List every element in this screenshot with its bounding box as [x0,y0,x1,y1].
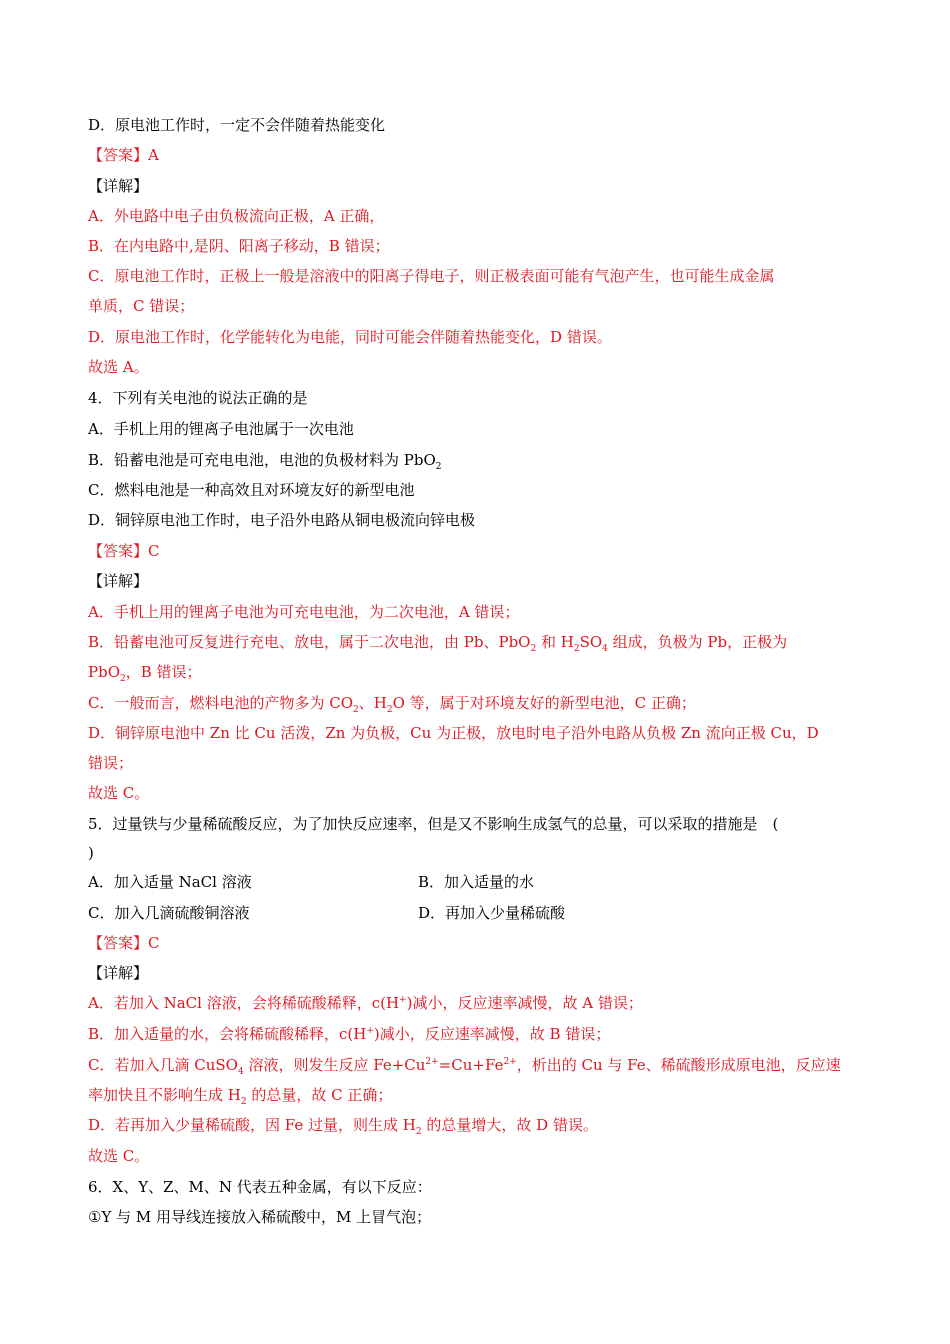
conclusion-q3: 故选 A。 [88,358,149,376]
explanation-q4-c: C．一般而言，燃料电池的产物多为 $CO_2$、$H_2O$ 等，属于对环境友好的新型电池，C 正确； [88,694,696,715]
explanation-label-q3: 【详解】 [88,177,149,195]
option-d-q4: D．铜锌原电池工作时，电子沿外电路从铜电极流向锌电极 [88,511,476,529]
explanation-q4-a: A．手机上用的锂离子电池为可充电电池，为二次电池，A 错误； [88,603,520,621]
explanation-q4-d: D．铜锌原电池中 Zn 比 Cu 活泼，Zn 为负极，Cu 为正极，放电时电子沿外电路从负极 Zn 流向正极 Cu，D [88,724,819,742]
option-d-q5: D．再加入少量稀硫酸 [418,904,566,922]
answer-q4: 【答案】C [88,542,160,560]
explanation-q4-d-cont: 错误； [88,754,134,772]
explanation-q4-b-cont: PbO$_2$，B 错误； [88,663,202,684]
answer-q5: 【答案】C [88,934,160,952]
option-c-q4: C．燃料电池是一种高效且对环境友好的新型电池 [88,481,415,499]
question-6: 6．X、Y、Z、M、N 代表五种金属，有以下反应： [88,1178,432,1196]
option-c-q5: C．加入几滴硫酸铜溶液 [88,904,250,922]
explanation-q3-c: C．原电池工作时，正极上一般是溶液中的阳离子得电子，则正极表面可能有气泡产生，也可能生成金属 [88,267,775,285]
explanation-q3-d: D．原电池工作时，化学能转化为电能，同时可能会伴随着热能变化，D 错误。 [88,328,612,346]
question-6-condition-1: ①Y 与 M 用导线连接放入稀硫酸中，M 上冒气泡； [88,1208,432,1226]
question-4: 4．下列有关电池的说法正确的是 [88,389,308,407]
explanation-q3-c-cont: 单质，C 错误； [88,297,195,315]
explanation-q5-b: B．加入适量的水，会将稀硫酸稀释，c(H+)减小，反应速率减慢，故 B 错误； [88,1025,611,1043]
answer-q3: 【答案】A [88,146,159,164]
explanation-q5-d: D．若再加入少量稀硫酸，因 Fe 过量，则生成 $H_2$ 的总量增大，故 D 错误。 [88,1116,598,1137]
explanation-q4-b: B．铅蓄电池可反复进行充电、放电，属于二次电池，由 Pb、PbO$_2$ 和 $H_2SO_4$ 组成，负极为 Pb，正极为 [88,633,788,654]
explanation-q5-c: C．若加入几滴 CuSO$_4$ 溶液，则发生反应 $Fe+Cu^{2+}=Cu+Fe^{2+}$，析出的 Cu 与 Fe、稀硫酸形成原电池，反应速 [88,1056,841,1077]
option-a-q4: A．手机上用的锂离子电池属于一次电池 [88,420,354,438]
explanation-q5-a: A．若加入 NaCl 溶液，会将稀硫酸稀释，c(H+)减小，反应速率减慢，故 A 错误； [88,994,643,1012]
option-d-q3: D．原电池工作时，一定不会伴随着热能变化 [88,116,386,134]
conclusion-q4: 故选 C。 [88,784,150,802]
explanation-label-q5: 【详解】 [88,964,149,982]
option-b-q4: B．铅蓄电池是可充电电池，电池的负极材料为 PbO$_2$ [88,451,442,472]
question-5: 5．过量铁与少量稀硫酸反应，为了加快反应速率，但是又不影响生成氢气的总量，可以采取的措施是 ( [88,815,779,833]
option-a-q5: A．加入适量 NaCl 溶液 [88,873,252,891]
conclusion-q5: 故选 C。 [88,1147,150,1165]
explanation-q5-c-cont: 率加快且不影响生成 $H_2$ 的总量，故 C 正确； [88,1086,393,1107]
explanation-label-q4: 【详解】 [88,572,149,590]
explanation-q3-b: B．在内电路中,是阴、阳离子移动，B 错误； [88,237,390,255]
question-5-cont: ) [88,844,94,862]
option-b-q5: B．加入适量的水 [418,873,535,891]
explanation-q3-a: A．外电路中电子由负极流向正极，A 正确， [88,207,385,225]
